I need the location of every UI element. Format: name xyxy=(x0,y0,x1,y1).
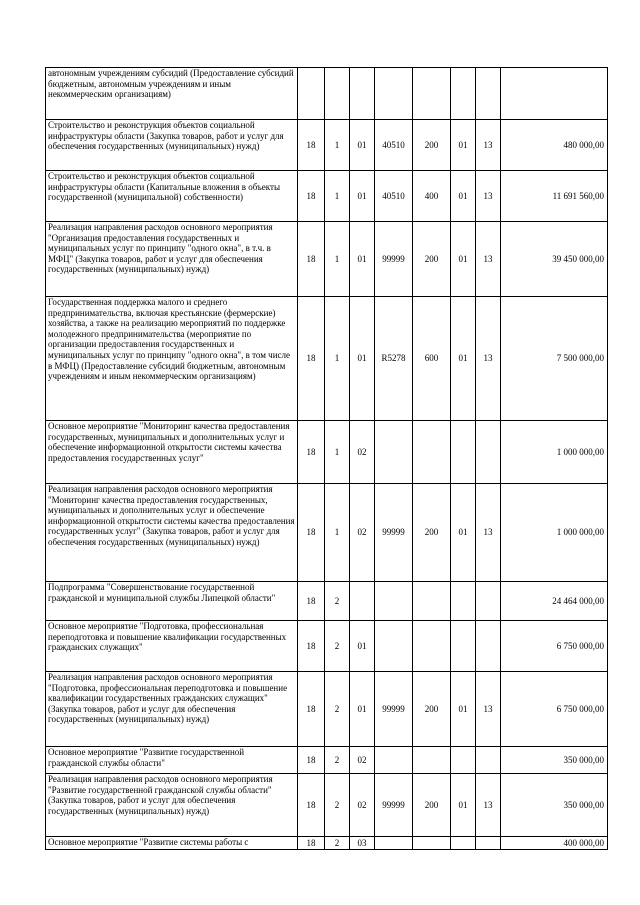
program-code: 18 xyxy=(298,774,325,837)
subprogram-code: 2 xyxy=(325,621,350,672)
row-name: Строительство и реконструкция объектов социальной инфраструктуры области (Закупка товаров, работ и услуг для обеспечения государственных (муниципальных) нужд) xyxy=(46,120,298,171)
amount: 24 464 000,00 xyxy=(501,582,608,621)
direction-code: 40510 xyxy=(375,120,413,171)
expense-type-code xyxy=(413,421,451,484)
budget-table-body xyxy=(46,68,608,850)
section-code xyxy=(451,582,476,621)
row-name: Основное мероприятие "Развитие государственной гражданской службы области" xyxy=(46,747,298,774)
subsection-code xyxy=(476,68,501,120)
expense-type-code xyxy=(413,621,451,672)
budget-table xyxy=(45,67,608,850)
amount: 6 750 000,00 xyxy=(501,672,608,747)
table-row xyxy=(46,582,608,621)
expense-type-code: 200 xyxy=(413,774,451,837)
expense-type-code xyxy=(413,747,451,774)
direction-code xyxy=(375,621,413,672)
subsection-code xyxy=(476,621,501,672)
activity-code: 02 xyxy=(350,747,375,774)
program-code: 18 xyxy=(298,582,325,621)
subprogram-code: 1 xyxy=(325,222,350,297)
subprogram-code: 1 xyxy=(325,484,350,582)
activity-code xyxy=(350,68,375,120)
expense-type-code: 200 xyxy=(413,672,451,747)
section-code: 01 xyxy=(451,672,476,747)
subprogram-code: 2 xyxy=(325,837,350,850)
row-name: Основное мероприятие "Мониторинг качества предоставления государственных, муниципальных и дополнительных услуг и обеспечение информационной открытости системы качества предоставления государственных услуг" xyxy=(46,421,298,484)
subprogram-code: 1 xyxy=(325,297,350,421)
row-name: автономным учреждениям субсидий (Предоставление субсидий бюджетным, автономным учреждениям и иным некоммерческим организациям) xyxy=(46,68,298,120)
activity-code: 01 xyxy=(350,171,375,222)
row-name: Государственная поддержка малого и среднего предпринимательства, включая крестьянские (фермерские) хозяйства, а также на реализацию мероприятий по поддержке молодежного предпринимательства (мероприятие по организации предоставления государственных и муниципальных услуг по принципу "одного окна", в том числе в МФЦ) (Предоставление субсидий бюджетным, автономным учреждениям и иным некоммерческим организациям) xyxy=(46,297,298,421)
row-name: Основное мероприятие "Развитие системы работы с xyxy=(46,837,298,850)
activity-code: 02 xyxy=(350,421,375,484)
amount: 350 000,00 xyxy=(501,747,608,774)
section-code: 01 xyxy=(451,484,476,582)
program-code: 18 xyxy=(298,421,325,484)
subprogram-code: 2 xyxy=(325,774,350,837)
table-row xyxy=(46,621,608,672)
subsection-code xyxy=(476,421,501,484)
direction-code: 99999 xyxy=(375,222,413,297)
section-code: 01 xyxy=(451,120,476,171)
direction-code xyxy=(375,837,413,850)
amount: 11 691 560,00 xyxy=(501,171,608,222)
section-code: 01 xyxy=(451,171,476,222)
direction-code xyxy=(375,582,413,621)
activity-code: 01 xyxy=(350,222,375,297)
subprogram-code: 1 xyxy=(325,421,350,484)
direction-code: 99999 xyxy=(375,672,413,747)
activity-code: 03 xyxy=(350,837,375,850)
row-name: Подпрограмма "Совершенствование государственной гражданской и муниципальной службы Липецкой области" xyxy=(46,582,298,621)
program-code: 18 xyxy=(298,297,325,421)
section-code xyxy=(451,837,476,850)
amount: 350 000,00 xyxy=(501,774,608,837)
activity-code xyxy=(350,582,375,621)
expense-type-code xyxy=(413,68,451,120)
row-name: Реализация направления расходов основного мероприятия "Мониторинг качества предоставления государственных, муниципальных и дополнительных услуг и обеспечение информационной открытости системы качества предоставления государственных услуг" (Закупка товаров, работ и услуг для обеспечения государственных (муниципальных) нужд) xyxy=(46,484,298,582)
amount: 400 000,00 xyxy=(501,837,608,850)
row-name: Реализация направления расходов основного мероприятия "Подготовка, профессиональная переподготовка и повышение квалификации государственных гражданских служащих" (Закупка товаров, работ и услуг для обеспечения государственных (муниципальных) нужд) xyxy=(46,672,298,747)
expense-type-code xyxy=(413,837,451,850)
program-code: 18 xyxy=(298,120,325,171)
amount xyxy=(501,68,608,120)
direction-code xyxy=(375,421,413,484)
table-row xyxy=(46,171,608,222)
amount: 39 450 000,00 xyxy=(501,222,608,297)
expense-type-code: 600 xyxy=(413,297,451,421)
subsection-code: 13 xyxy=(476,171,501,222)
row-name: Реализация направления расходов основного мероприятия "Организация предоставления государственных и муниципальных услуг по принципу "одного окна", в т.ч. в МФЦ" (Закупка товаров, работ и услуг для обеспечения государственных (муниципальных) нужд) xyxy=(46,222,298,297)
subprogram-code: 2 xyxy=(325,747,350,774)
table-row xyxy=(46,774,608,837)
expense-type-code xyxy=(413,582,451,621)
subsection-code: 13 xyxy=(476,120,501,171)
table-row xyxy=(46,421,608,484)
table-row xyxy=(46,222,608,297)
section-code xyxy=(451,747,476,774)
section-code xyxy=(451,68,476,120)
program-code: 18 xyxy=(298,222,325,297)
subsection-code xyxy=(476,582,501,621)
direction-code: 99999 xyxy=(375,774,413,837)
program-code xyxy=(298,68,325,120)
table-row xyxy=(46,297,608,421)
program-code: 18 xyxy=(298,837,325,850)
activity-code: 01 xyxy=(350,120,375,171)
subprogram-code xyxy=(325,68,350,120)
row-name: Реализация направления расходов основного мероприятия "Развитие государственной гражданской службы области" (Закупка товаров, работ и услуг для обеспечения государственных (муниципальных) нужд) xyxy=(46,774,298,837)
activity-code: 01 xyxy=(350,297,375,421)
subsection-code: 13 xyxy=(476,484,501,582)
subsection-code xyxy=(476,837,501,850)
table-row xyxy=(46,837,608,850)
program-code: 18 xyxy=(298,621,325,672)
subprogram-code: 1 xyxy=(325,171,350,222)
direction-code xyxy=(375,747,413,774)
subsection-code: 13 xyxy=(476,222,501,297)
table-row xyxy=(46,68,608,120)
row-name: Основное мероприятие "Подготовка, профессиональная переподготовка и повышение квалификации государственных гражданских служащих" xyxy=(46,621,298,672)
program-code: 18 xyxy=(298,171,325,222)
expense-type-code: 200 xyxy=(413,222,451,297)
row-name: Строительство и реконструкция объектов социальной инфраструктуры области (Капитальные вложения в объекты государственной (муниципальной) собственности) xyxy=(46,171,298,222)
program-code: 18 xyxy=(298,672,325,747)
direction-code: 99999 xyxy=(375,484,413,582)
section-code: 01 xyxy=(451,774,476,837)
amount: 7 500 000,00 xyxy=(501,297,608,421)
expense-type-code: 200 xyxy=(413,120,451,171)
amount: 480 000,00 xyxy=(501,120,608,171)
program-code: 18 xyxy=(298,484,325,582)
section-code: 01 xyxy=(451,222,476,297)
table-row xyxy=(46,747,608,774)
direction-code xyxy=(375,68,413,120)
subsection-code: 13 xyxy=(476,774,501,837)
expense-type-code: 200 xyxy=(413,484,451,582)
amount: 6 750 000,00 xyxy=(501,621,608,672)
subsection-code: 13 xyxy=(476,672,501,747)
section-code xyxy=(451,421,476,484)
activity-code: 01 xyxy=(350,621,375,672)
subprogram-code: 2 xyxy=(325,582,350,621)
direction-code: 40510 xyxy=(375,171,413,222)
program-code: 18 xyxy=(298,747,325,774)
subprogram-code: 1 xyxy=(325,120,350,171)
expense-type-code: 400 xyxy=(413,171,451,222)
amount: 1 000 000,00 xyxy=(501,421,608,484)
table-row xyxy=(46,120,608,171)
activity-code: 01 xyxy=(350,672,375,747)
subsection-code xyxy=(476,747,501,774)
section-code: 01 xyxy=(451,297,476,421)
subprogram-code: 2 xyxy=(325,672,350,747)
table-row xyxy=(46,484,608,582)
activity-code: 02 xyxy=(350,774,375,837)
budget-table-page xyxy=(45,67,608,850)
section-code xyxy=(451,621,476,672)
subsection-code: 13 xyxy=(476,297,501,421)
direction-code: R5278 xyxy=(375,297,413,421)
table-row xyxy=(46,672,608,747)
amount: 1 000 000,00 xyxy=(501,484,608,582)
activity-code: 02 xyxy=(350,484,375,582)
